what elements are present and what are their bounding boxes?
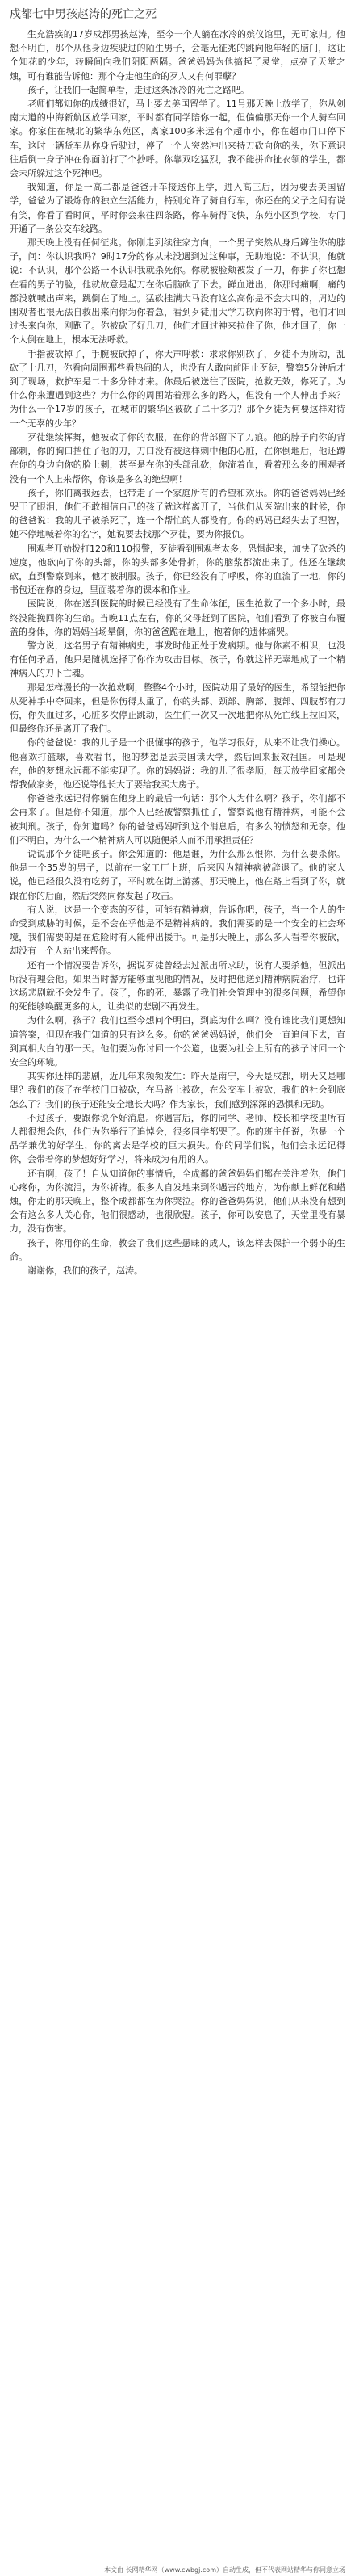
article-paragraph: 不过孩子，要跟你说个好消息。你遇害后，你的同学、老师、校长和学校里所有人都很想念你，他们为你举行了追悼会，很多同学都哭了。你的班主任说，你是一个品学兼优的好学生，你的离去是学校的巨大损失。你的同学们说，他们会永远记得你，会带着你的梦想好好学习，将来成为有用的人。 [10,1112,345,1165]
article-paragraph: 为什么啊，孩子？我们也至今想问个明白，到底为什么啊？没有谁比我们更想知道答案，但现在我们知道的只有这么多。你的爸爸妈妈说，他们会一直追问下去，直到真相大白的那一天。他们要为你讨回一个公道，也要为社会上所有的孩子讨回一个安全的环境。 [10,1015,345,1068]
article-body [10,27,345,1278]
article-paragraph: 有人说，这是一个变态的歹徒，可能有精神病，告诉你吧，孩子，当一个人的生命受到威胁的时候，是不会在乎他是不是精神病的。我们需要的是一个安全的社会环境，我们需要的是在危险时有人能伸出援手。可是那天晚上，那么多人看着你被砍，却没有一个人站出来帮你。 [10,904,345,957]
article-closing: 谢谢你，我们的孩子，赵涛。 [27,1265,143,1277]
article-paragraph: 我知道，你是一高二都是爸爸开车接送你上学，进入高三后，因为要去美国留学，爸爸为了锻炼你的独立生活能力，特别允许了骑自行车，你还在的父子之间有说有笑，你看了看时间，平时你会来往四条路，你车骑得飞快，东苑小区到学校，专门开通了一条公交车线路。 [10,182,345,234]
article-paragraph: 歹徒继续挥舞，他被砍了你的衣服，在你的背部留下了刀痕。他的脖子向你的背部刺，你的胸口挡住了他的刀，刀口没有被这样刺中他的心脏，在你倒地后，他还蹲在你的身边向你的脸上刺，甚至是在你的头部乱砍，你流着血，看着那么多的围观者没有一个人上来帮你，你该是多么的绝望啊！ [10,431,345,485]
article-paragraph: 孩子，你们离我远去，也带走了一个家庭所有的希望和欢乐。你的爸爸妈妈已经哭干了眼泪，他们不敢相信自己的孩子就这样离开了，当他们从医院出来的时候，你的爸爸说：我的儿子被杀死了，连一个帮忙的人都没有。你的妈妈已经失去了理智，她不停地喊着你的名字，她说要去找那个歹徒，要为你报仇。 [10,487,345,540]
article-paragraph: 还有一个情况要告诉你，据说歹徒曾经去过派出所求助，说有人要杀他，但派出所没有理会他。如果当时警方能够重视他的情况，及时把他送到精神病院治疗，也许这场悲剧就不会发生了。孩子，你的死，暴露了我们社会管理中的很多问题，希望你的死能够唤醒更多的人，让类似的悲剧不再发生。 [10,959,345,1013]
article-paragraph: 老师们都知你的成绩很好，马上要去美国留学了。11号那天晚上放学了，你从剑南大道的中海新航区放学回家，平时都有同学陪你一起，但偏偏那天你一个人骑车回家。你家住在城北的繁华东苑区，离家100多米远有个超市小，你在超市门口停下车，这时一辆货车从你身后驶过，停了一个人突然冲出来持刀砍向你的头，你下意识往后倒一身子冲在你面前打了个抄呼。你靠双吃猛烈，我不能拼命扯衣领的学生，都会未所躲过这个死神吧。 [10,99,345,179]
article-paragraph: 手指被砍掉了，手腕被砍掉了，你大声呼救：求求你别砍了，歹徒不为所动，乱砍了十几刀，你看向周围那些看热闹的人，也没有人敢向前阻止歹徒，警察5分钟后才到了现场，救护车是二十多分钟才来。你最后被送往了医院，抢救无效，你死了。为什么你来遭遇到这些？为什么你的周围站着那么多的路人，但没有一个人伸出手来？为什么一个17岁的孩子，在城市的繁华区被砍了二十多刀？那个歹徒为何要这样对待一个无辜的少年？ [10,348,345,429]
article-paragraph: 你爸爸永远记得你躺在他身上的最后一句话：那个人为什么啊？孩子，你们都不会再来了。但是你不知道，那个人已经被警察抓住了，警察说他有精神病，可能不会被判刑。孩子，你知道吗？你的爸爸妈妈听到这个消息后，有多么的愤怒和无奈。他们不明白，为什么一个精神病人可以随便杀人而不用承担责任？ [10,793,345,845]
article-paragraph: 你的爸爸说：我的儿子是一个很懂事的孩子，他学习很好，从来不让我们操心。他喜欢打篮球，喜欢看书，他的梦想是去美国读大学，然后回来报效祖国。可是现在，他的梦想永远都不能实现了。你的妈妈说：我的儿子很孝顺，每天放学回家都会帮我做家务，他还说等他长大了要给我买大房子。 [10,737,345,790]
article-paragraph: 那是怎样漫长的一次抢救啊，整整4个小时，医院动用了最好的医生，希望能把你从死神手中夺回来，但是你伤得太重了，你的头部、颈部、胸部、腹部、四肢都有刀伤，你失血过多，心脏多次停止跳动，医生们一次又一次地把你从死亡线上拉回来，但最终你还是离开了我们。 [10,682,345,735]
article-paragraph: 其实你还样的悲剧，近几年来频频发生：昨天是南宁，今天是戍都，明天又是哪里？我们的孩子在学校门口被砍，在马路上被砍，在公交车上被砍，我们的社会到底怎么了？我们的孩子还能安全地长大吗？作为家长，我们感到深深的恐惧和无助。 [10,1071,345,1110]
article-paragraph: 围观者开始拨打120和110报警，歹徒看到围观者太多，恐惧起来，加快了砍杀的速度，他砍向了你的头部，你的头部多处骨折，你的脑浆都流出来了。他还在继续砍，直到警察到来，他才被制服。孩子，你已经没有了呼吸，你的血流了一地，你的书包还在你的身边，里面装着你的课本和作业。 [10,543,345,596]
article-paragraph: 生充浩疾的17岁戍都男孩赵涛，至今一个人躺在冰冷的殡仪馆里，无可家归。他想不明白，那个从他身边疾驶过的陌生男子，会毫无征兆的跳向他年轻的脑门，这让个知花的少年，转瞬间向我们阴阳两隔。爸爸妈妈为他搞起了灵堂，点亮了天堂之烛，可有谁能告诉他：那个夺走他生命的歹人又有何罪孽？ [10,29,345,82]
article-paragraph: 说说那个歹徒吧孩子。你会知道的：他是谁，为什么那么恨你，为什么要杀你。他是一个35岁的男子，以前在一家工厂上班，后来因为精神病被辞退了。他的家人说，他已经很久没有吃药了，平时就在街上游荡。那天晚上，他在路上看到了你，就跟在你的后面，然后突然向你发起了攻击。 [10,848,345,901]
article-paragraph: 还有啊，孩子！自从知道你的事情后，全成都的爸爸妈妈们都在关注着你，他们心疼你，为你流泪，为你祈祷。很多人自发地来到你遇害的地方，为你献上鲜花和蜡烛，你走的那天晚上，整个成都都在为你哭泣。你的爸爸妈妈说，他们从来没有想到会有这么多人关心你，他们很感动，也很欣慰。孩子，你可以安息了，天堂里没有暴力，没有伤害。 [10,1168,345,1235]
article-paragraph: 那天晚上没有任何征兆。你刚走到续往家方向，一个男子突然从身后蹿住你的脖子，问：你认识我吗？9时17分的你从未没遇到过这种事，无助地说：不认识，他就说：不认识，那个公路一不认识我就杀死你。你就被脸颊被发了一刀，你拼了你也想在看的男子的脸，他就故意是起刀在你后脑砍了下去。鲜血迸出，你那时痛啊，痛的都没就喊出声来，跳倒在了地上。猛砍挂满大马没有这么高你是不会大叫的，周边的围观者也很无法自救出来向你为你着急，看到歹徒用大学刀砍向你的手臂，他们才回过头来向你，刚跑了。你被砍了好几刀，他们才回过神来拉住了你，他才回了，你一个人倒在地上，根本无法呼救。 [10,237,345,346]
article-paragraph: 警方说，这名男子有精神病史，事发时他正处于发病期。他与你素不相识，也没有任何矛盾，他只是随机选择了你作为攻击目标。孩子，你就这样无辜地成了一个精神病人的刀下亡魂。 [10,640,345,679]
article-paragraph: 医院说，你在送到医院的时候已经没有了生命体征，医生抢救了一个多小时，最终没能挽回你的生命。当晚11点左右，你的父母赶到了医院，他们看到了你被白布覆盖的身体，你的妈妈当场晕倒，你的爸爸跪在地上，抱着你的遗体痛哭。 [10,598,345,637]
page-footer: 本文由 长网精华网（www.cwbgj.com）自动生成，但不代表网站精华与你同意立场 [0,2565,355,2576]
article-title: 戍都七中男孩赵涛的死亡之死 [10,8,157,21]
article-paragraph: 孩子，你用你的生命，教会了我们这些愚昧的成人，该怎样去保护一个弱小的生命。 [10,1237,345,1262]
article-paragraph: 孩子，让我们一起简单看，走过这条冰冷的死亡之路吧。 [27,84,249,95]
